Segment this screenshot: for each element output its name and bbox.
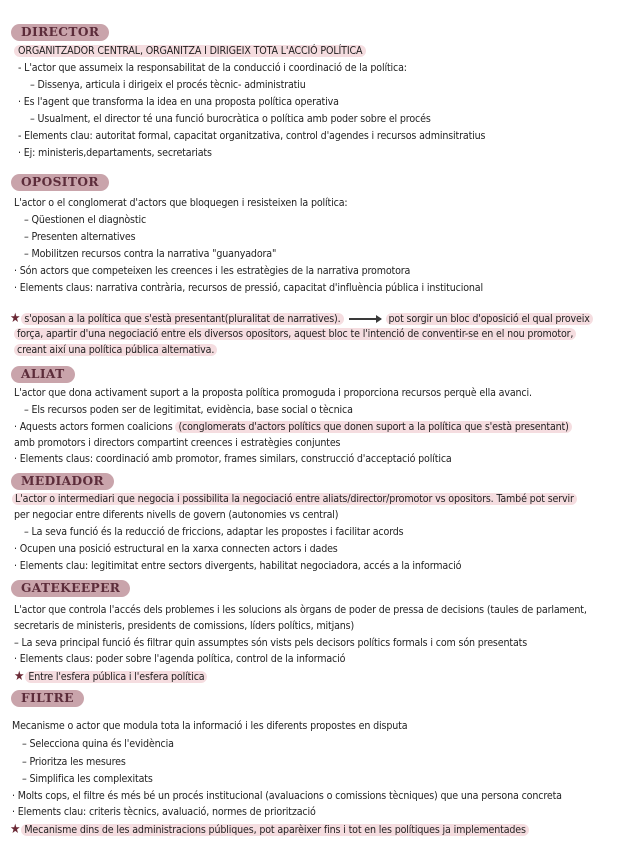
director-tagline: ORGANITZADOR CENTRAL, ORGANITZA I DIRIGEIX TOTA L'ACCIÓ POLÍTICA	[14, 44, 366, 59]
mediador-line-2: per negociar entre diferents nivells de govern (autonomies vs central)	[14, 509, 339, 521]
gatekeeper-line-2: secretaris de ministeris, presidents de comissions, líders polítics, mitjans)	[14, 620, 355, 632]
opositor-note-line-1: ★ s'oposan a la política que s'està presentant(pluralitat de narratives). pot sorgir un bloc d'oposició el qual proveix	[10, 311, 593, 327]
director-line-6: · Ej: ministeris,departaments, secretariats	[18, 147, 212, 159]
aliat-line-4: amb promotors i directors compartint creences i estratègies conjuntes	[14, 437, 341, 449]
director-line-1: - L'actor que assumeix la responsabilitat de la conducció i coordinació de la política:	[18, 62, 407, 74]
filtre-line-5: · Molts cops, el filtre és més bé un procés institucional (avaluacions o comissions tècniques) que una persona concreta	[12, 790, 562, 802]
opositor-line-5: · Són actors que competeixen les creences i les estratègies de la narrativa promotora	[14, 265, 411, 277]
director-heading: DIRECTOR	[11, 24, 109, 41]
star-icon: ★	[14, 669, 25, 684]
filtre-line-6: · Elements clau: criteris tècnics, avaluació, normes de priorització	[12, 806, 316, 818]
filtre-note: ★ Mecanisme dins de les administracions públiques, pot aparèixer fins i tot en les polítiques ja implementades	[10, 822, 529, 838]
gatekeeper-line-3: – La seva principal funció és filtrar quin assumptes són vists pels decisors polítics formals i com són presentats	[14, 637, 528, 649]
opositor-note-line-2: força, apartir d'una negociació entre els diversos opositors, aquest bloc te l'intenció de conventir-se en el nou promotor,	[14, 327, 576, 342]
mediador-line-1: L'actor o intermediari que negocia i possibilita la negociació entre aliats/director/promotor vs opositors. També pot servir	[12, 492, 577, 507]
mediador-line-4: · Ocupen una posició estructural en la xarxa connecten actors i dades	[14, 543, 338, 555]
director-line-5: - Elements clau: autoritat formal, capacitat organitzativa, control d'agendes i recursos adminsitratius	[18, 130, 486, 142]
mediador-line-3: – La seva funció és la reducció de friccions, adaptar les propostes i facilitar acords	[24, 526, 404, 538]
aliat-line-1: L'actor que dona activament suport a la proposta política promoguda i proporciona recursos perquè ella avanci.	[14, 387, 532, 399]
aliat-line-5: · Elements claus: coordinació amb promotor, frames similars, construcció d'acceptació política	[14, 453, 452, 465]
director-line-3: · Es l'agent que transforma la idea en una proposta política operativa	[18, 96, 339, 108]
aliat-line-2: – Els recursos poden ser de legitimitat, evidència, base social o tècnica	[24, 404, 353, 416]
gatekeeper-note: ★ Entre l'esfera pública i l'esfera política	[14, 669, 207, 685]
director-line-2: – Dissenya, articula i dirigeix el procés tècnic- administratiu	[30, 79, 306, 91]
gatekeeper-heading: GATEKEEPER	[11, 580, 130, 597]
opositor-line-3: – Presenten alternatives	[24, 231, 136, 243]
aliat-line-3: · Aquests actors formen coalicions (conglomerats d'actors polítics que donen suport a la política que s'està presentant)	[14, 420, 572, 435]
opositor-line-1: L'actor o el conglomerat d'actors que bloquegen i resisteixen la política:	[14, 197, 348, 209]
opositor-heading: OPOSITOR	[11, 174, 109, 191]
filtre-line-2: – Selecciona quina és l'evidència	[22, 738, 174, 750]
mediador-line-5: · Elements clau: legitimitat entre sectors divergents, habilitat negociadora, accés a la informació	[14, 560, 462, 572]
gatekeeper-line-1: L'actor que controla l'accés dels problemes i les solucions als òrgans de poder de pressa de decisions (taules de parlament,	[14, 604, 587, 616]
filtre-heading: FILTRE	[11, 690, 84, 707]
director-line-4: – Usualment, el director té una funció burocràtica o política amb poder sobre el procés	[30, 113, 431, 125]
mediador-heading: MEDIADOR	[11, 473, 114, 490]
arrow-right-icon	[349, 318, 381, 320]
filtre-line-3: – Prioritza les mesures	[22, 756, 126, 768]
aliat-heading: ALIAT	[11, 366, 75, 383]
filtre-line-4: – Simplifica les complexitats	[22, 773, 153, 785]
star-icon: ★	[10, 822, 21, 837]
star-icon: ★	[10, 311, 21, 326]
opositor-line-2: – Qüestionen el diagnòstic	[24, 214, 147, 226]
opositor-line-4: – Mobilitzen recursos contra la narrativa "guanyadora"	[24, 248, 277, 260]
gatekeeper-line-4: · Elements claus: poder sobre l'agenda política, control de la informació	[14, 653, 346, 665]
filtre-line-1: Mecanisme o actor que modula tota la informació i les diferents propostes en disputa	[12, 720, 408, 732]
opositor-line-6: · Elements claus: narrativa contrària, recursos de pressió, capacitat d'influència pública i institucional	[14, 282, 483, 294]
opositor-note-line-3: creant així una política pública alternativa.	[14, 343, 217, 358]
